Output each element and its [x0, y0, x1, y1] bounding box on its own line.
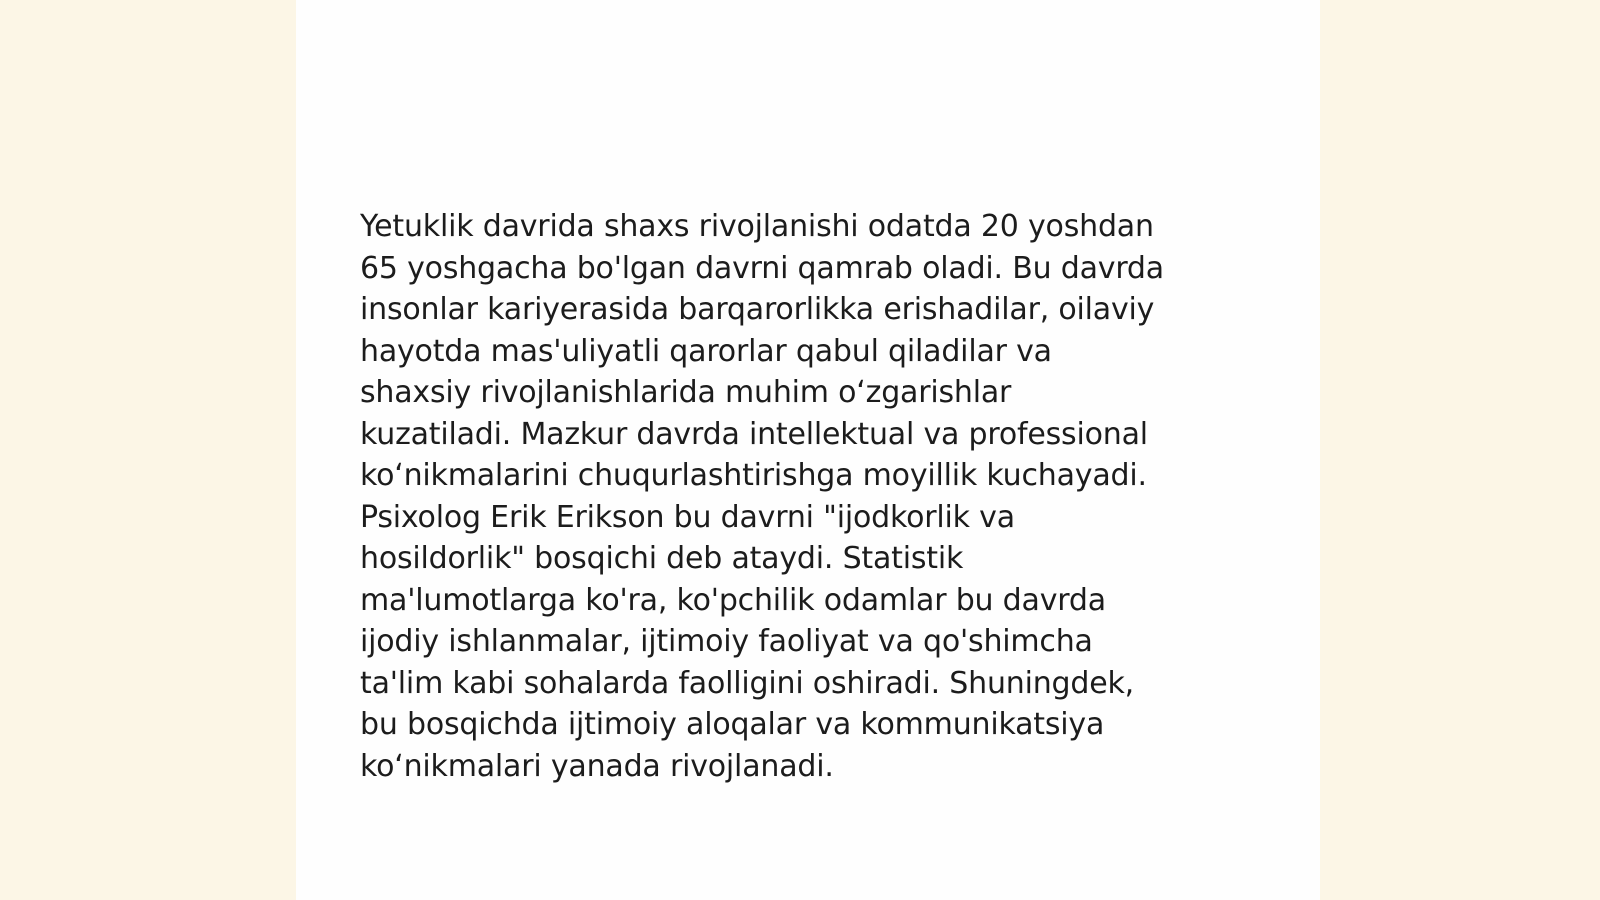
- text-line: hayotda mas'uliyatli qarorlar qabul qiladilar va: [360, 333, 1052, 369]
- text-line: kuzatiladi. Mazkur davrda intellektual va professional: [360, 416, 1148, 452]
- text-line: ko‘nikmalarini chuqurlashtirishga moyillik kuchayadi.: [360, 458, 1147, 493]
- text-line: 65 yoshgacha bo'lgan davrni qamrab oladi. Bu davrda: [360, 250, 1164, 286]
- text-line: Yetuklik davrida shaxs rivojlanishi odatda 20 yoshdan: [360, 209, 1154, 244]
- text-line: Psixolog Erik Erikson bu davrni "ijodkorlik va: [360, 499, 1015, 535]
- text-line: ta'lim kabi sohalarda faolligini oshiradi. Shuningdek,: [360, 665, 1134, 701]
- text-line: ijodiy ishlanmalar, ijtimoiy faoliyat va qo'shimcha: [360, 624, 1093, 659]
- text-line: ma'lumotlarga ko'ra, ko'pchilik odamlar bu davrda: [360, 582, 1106, 618]
- body-paragraph: [360, 206, 1260, 787]
- text-line: shaxsiy rivojlanishlarida muhim o‘zgarishlar: [360, 375, 1012, 410]
- text-line: insonlar kariyerasida barqarorlikka erishadilar, oilaviy: [360, 292, 1155, 327]
- text-line: ko‘nikmalari yanada rivojlanadi.: [360, 748, 834, 784]
- text-line: hosildorlik" bosqichi deb ataydi. Statistik: [360, 541, 964, 576]
- text-line: bu bosqichda ijtimoiy aloqalar va kommunikatsiya: [360, 707, 1105, 742]
